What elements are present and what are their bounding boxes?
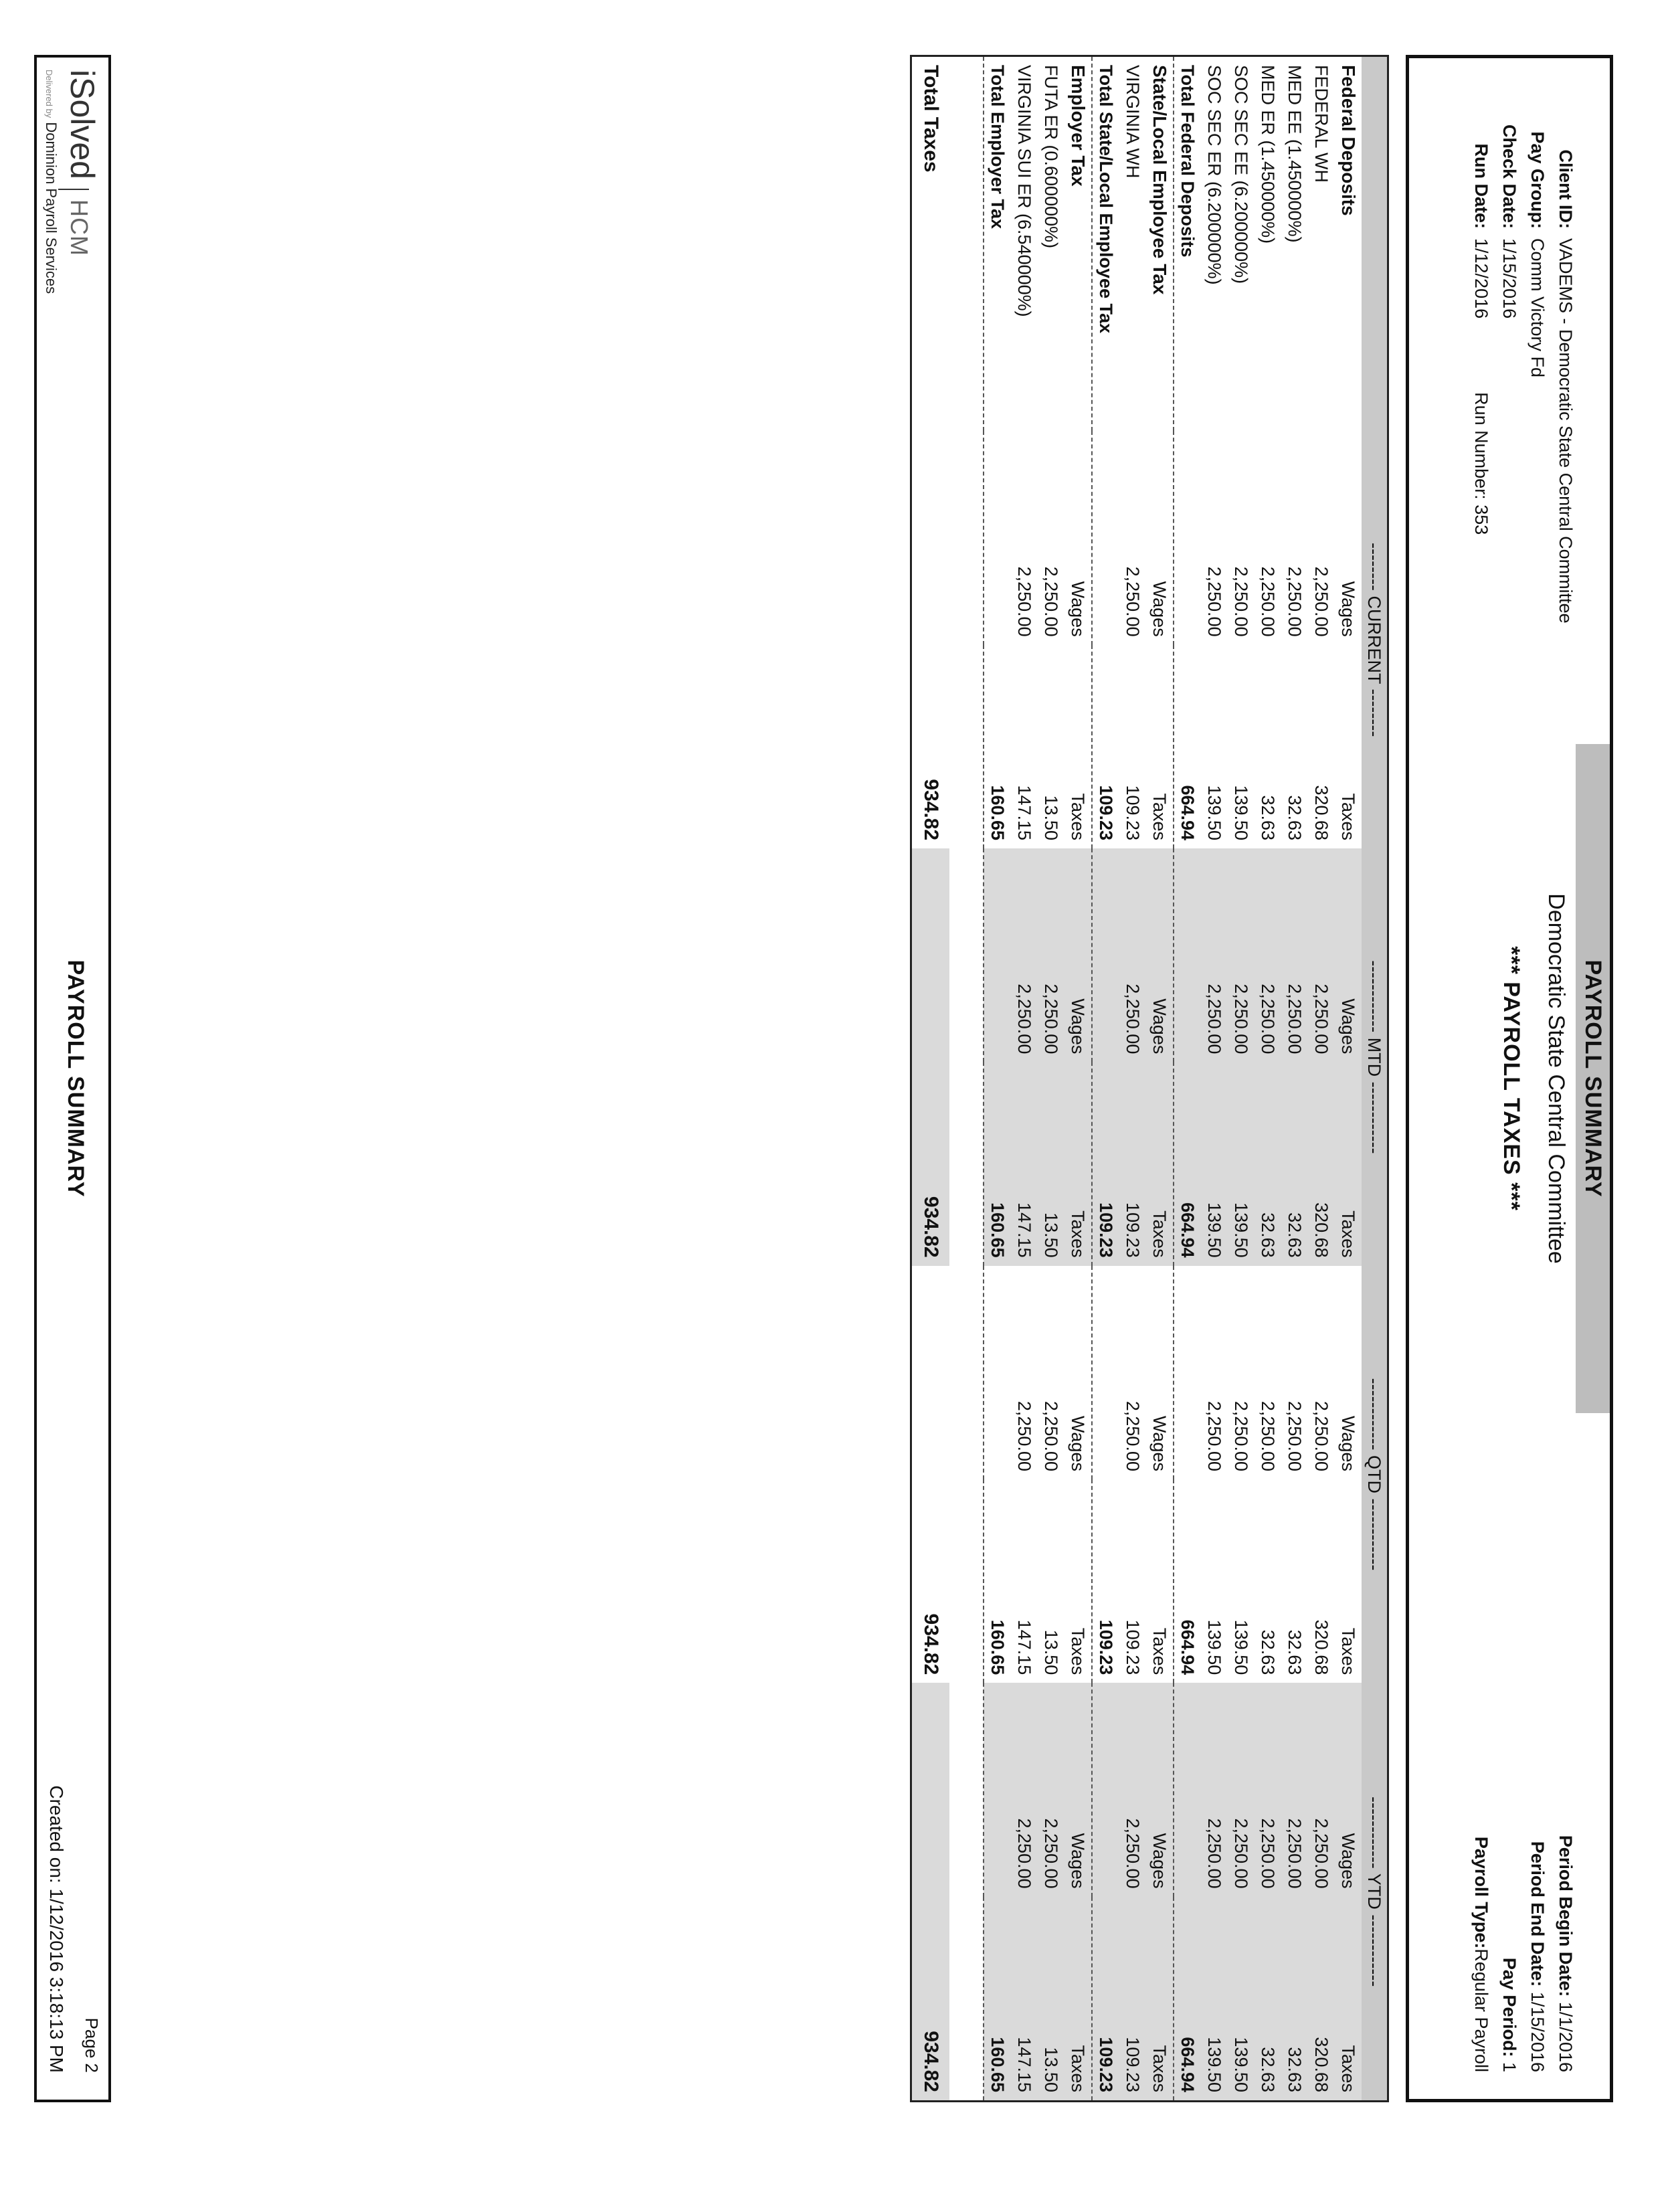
wages-cell	[984, 1683, 1011, 1896]
taxes-cell: 109.23	[1092, 1479, 1119, 1683]
taxes-column-header: Taxes	[1335, 1897, 1362, 2100]
wages-column-header: Wages	[1068, 581, 1089, 637]
taxes-cell: 32.63	[1255, 1897, 1281, 2100]
wages-column-header: Wages	[1335, 848, 1362, 1062]
wages-cell	[912, 848, 949, 1062]
section-title: State/Local Employee Tax	[1149, 65, 1170, 295]
period-group-row	[1362, 57, 1387, 2100]
taxes-column-header: Taxes	[1064, 1897, 1092, 2100]
wages-cell: 2,250.00	[1041, 1400, 1062, 1471]
taxes-cell: 13.50	[1041, 1629, 1062, 1675]
row-label: SOC SEC ER (6.200000%)	[1204, 65, 1225, 285]
client-id-value: VADEMS - Democratic State Central Committee	[1556, 238, 1576, 624]
wages-cell: 2,250.00	[1258, 1400, 1279, 1471]
group-mtd	[1362, 848, 1387, 1266]
wages-cell: 2,250.00	[1285, 566, 1305, 637]
group-qtd	[1362, 1266, 1387, 1683]
wages-cell: 2,250.00	[1281, 848, 1308, 1062]
check-date-label: Check Date:	[1499, 124, 1519, 229]
section-title: Federal Deposits	[1338, 65, 1359, 216]
row-label: Total Taxes	[920, 65, 942, 173]
wages-column-header: Wages	[1338, 581, 1359, 637]
taxes-cell: 109.23	[1123, 785, 1143, 841]
taxes-cell: 934.82	[912, 1062, 949, 1265]
row-label: Total Employer Tax	[984, 57, 1011, 431]
wages-column-header: Wages	[1149, 581, 1170, 637]
taxes-column-header: Taxes	[1064, 1062, 1092, 1265]
taxes-cell: 32.63	[1281, 1897, 1308, 2100]
period-begin-label: Period Begin Date:	[1556, 1835, 1576, 1997]
wages-cell: 2,250.00	[1201, 1683, 1228, 1896]
section-header-row	[1064, 57, 1092, 2100]
wages-cell: 2,250.00	[1311, 1400, 1332, 1471]
row-label: Total Federal Deposits	[1174, 57, 1201, 431]
taxes-cell: 32.63	[1258, 795, 1279, 841]
created-on: Created on: 1/12/2016 3:18:13 PM	[46, 1785, 67, 2073]
row-label: MED ER (1.450000%)	[1258, 65, 1279, 244]
period-end-label: Period End Date:	[1527, 1841, 1548, 1987]
brand-hcm: HCM	[66, 199, 93, 256]
table-row	[1038, 57, 1064, 2100]
table-row	[1255, 57, 1281, 2100]
table-row	[1119, 57, 1146, 2100]
group-current-label: -------- CURRENT --------	[1365, 539, 1385, 741]
wages-cell: 2,250.00	[1281, 1683, 1308, 1896]
run-date-row	[1467, 98, 1495, 624]
taxes-cell: 32.63	[1285, 1629, 1305, 1675]
taxes-cell: 109.23	[1092, 645, 1119, 848]
wages-cell: 2,250.00	[1228, 848, 1255, 1062]
pay-group-label: Pay Group:	[1527, 131, 1548, 229]
taxes-column-header: Taxes	[1146, 1897, 1174, 2100]
table-row	[1011, 57, 1038, 2100]
taxes-column-header: Taxes	[1068, 793, 1089, 841]
wages-cell: 2,250.00	[1011, 848, 1038, 1062]
row-label: SOC SEC EE (6.200000%)	[1231, 65, 1252, 284]
wages-cell	[1092, 431, 1119, 644]
wages-column-header: Wages	[1146, 1683, 1174, 1896]
client-id-label: Client ID:	[1556, 149, 1576, 229]
wages-cell: 2,250.00	[1231, 1400, 1252, 1471]
group-mtd-label: ------------ MTD ------------	[1365, 956, 1385, 1158]
taxes-cell: 13.50	[1038, 1897, 1064, 2100]
taxes-cell: 664.94	[1174, 1897, 1201, 2100]
group-spacer	[1362, 57, 1387, 431]
wages-column-header: Wages	[1064, 848, 1092, 1062]
wages-cell	[912, 1683, 949, 1896]
wages-column-header: Wages	[1338, 1415, 1359, 1471]
row-label: FUTA ER (0.600000%)	[1041, 65, 1062, 249]
check-date-value: 1/15/2016	[1499, 238, 1519, 319]
taxes-cell: 139.50	[1228, 1062, 1255, 1265]
taxes-cell: 147.15	[1014, 785, 1035, 841]
wages-cell: 2,250.00	[1228, 1683, 1255, 1896]
taxes-cell: 32.63	[1255, 1062, 1281, 1265]
section-total-row	[1092, 57, 1119, 2100]
header-right-info	[1467, 1835, 1580, 2072]
brand-name: iSolved	[64, 70, 101, 179]
period-begin-row	[1552, 1835, 1580, 2072]
wages-cell: 2,250.00	[1038, 1683, 1064, 1896]
wages-cell: 2,250.00	[1119, 848, 1146, 1062]
taxes-cell: 664.94	[1174, 645, 1201, 848]
wages-column-header: Wages	[1068, 1415, 1089, 1471]
table-row	[1281, 57, 1308, 2100]
taxes-cell: 147.15	[1011, 1062, 1038, 1265]
wages-cell	[1092, 1266, 1119, 1479]
period-end-value: 1/15/2016	[1527, 1991, 1548, 2072]
taxes-cell: 13.50	[1041, 795, 1062, 841]
taxes-cell: 32.63	[1258, 1629, 1279, 1675]
taxes-cell: 32.63	[1285, 795, 1305, 841]
footer-title: PAYROLL SUMMARY	[63, 959, 88, 1198]
wages-cell	[984, 1266, 1011, 1479]
taxes-cell: 934.82	[920, 779, 942, 841]
taxes-cell: 320.68	[1311, 785, 1332, 841]
taxes-cell: 934.82	[920, 1613, 942, 1675]
taxes-column-header: Taxes	[1146, 1062, 1174, 1265]
period-begin-value: 1/1/2016	[1556, 2001, 1576, 2072]
wages-cell	[984, 848, 1011, 1062]
taxes-cell: 109.23	[1119, 1897, 1146, 2100]
taxes-cell: 139.50	[1231, 785, 1252, 841]
group-qtd-label: ------------ QTD ------------	[1365, 1374, 1385, 1575]
row-label: VIRGINIA WH	[1123, 65, 1143, 179]
wages-cell	[1174, 431, 1201, 644]
run-number: Run Number: 353	[1471, 392, 1491, 535]
company-name: Democratic State Central Committee	[1544, 893, 1569, 1264]
table-row	[1201, 57, 1228, 2100]
delivered-by-name: Dominion Payroll Services	[43, 122, 60, 294]
taxes-cell: 160.65	[984, 645, 1011, 848]
section-header-row	[1335, 57, 1362, 2100]
taxes-column-header: Taxes	[1149, 793, 1170, 841]
row-label: Total State/Local Employee Tax	[1092, 57, 1119, 431]
group-current	[1362, 431, 1387, 848]
pay-period-row	[1495, 1835, 1523, 2072]
taxes-cell: 664.94	[1174, 1479, 1201, 1683]
page-number: Page 2	[82, 2017, 102, 2073]
taxes-column-header: Taxes	[1338, 1627, 1359, 1675]
run-date-value: 1/12/2016	[1471, 238, 1491, 319]
wages-cell: 2,250.00	[1014, 566, 1035, 637]
wages-cell	[1174, 1683, 1201, 1896]
run-date-label: Run Date:	[1471, 143, 1491, 229]
taxes-cell: 109.23	[1123, 1619, 1143, 1675]
section-total-row	[984, 57, 1011, 2100]
wages-cell: 2,250.00	[1038, 848, 1064, 1062]
wages-cell: 2,250.00	[1123, 566, 1143, 637]
report-title: PAYROLL SUMMARY	[1576, 744, 1610, 1413]
wages-cell: 2,250.00	[1285, 1400, 1305, 1471]
wages-cell: 2,250.00	[1119, 1683, 1146, 1896]
taxes-column-header: Taxes	[1338, 793, 1359, 841]
wages-column-header: Wages	[1064, 1683, 1092, 1896]
taxes-cell: 934.82	[912, 1897, 949, 2100]
row-label: MED EE (1.450000%)	[1285, 65, 1305, 243]
delivered-by	[42, 70, 60, 294]
report-header	[1406, 55, 1613, 2102]
taxes-cell: 109.23	[1119, 1062, 1146, 1265]
taxes-cell: 139.50	[1201, 1062, 1228, 1265]
table-spacer-row	[949, 57, 984, 2100]
taxes-cell: 109.23	[1092, 1062, 1119, 1265]
wages-cell	[1174, 1266, 1201, 1479]
pay-group-value: Comm Victory Fd	[1527, 238, 1548, 378]
period-end-row	[1523, 1835, 1552, 2072]
taxes-cell: 139.50	[1201, 1897, 1228, 2100]
pay-period-label: Pay Period:	[1499, 1957, 1519, 2057]
taxes-cell: 160.65	[984, 1062, 1011, 1265]
wages-cell: 2,250.00	[1308, 848, 1335, 1062]
spacer-cell	[949, 57, 984, 2100]
pay-period-value: 1	[1499, 2061, 1519, 2072]
taxes-cell: 139.50	[1228, 1897, 1255, 2100]
wages-cell: 2,250.00	[1204, 566, 1225, 637]
table-row	[1308, 57, 1335, 2100]
table-body	[912, 57, 1387, 2100]
wages-cell: 2,250.00	[1231, 566, 1252, 637]
delivered-by-prefix: Delivered by	[44, 70, 55, 118]
wages-cell: 2,250.00	[1201, 848, 1228, 1062]
taxes-cell: 160.65	[984, 1479, 1011, 1683]
wages-cell	[1092, 848, 1119, 1062]
wages-column-header: Wages	[1335, 1683, 1362, 1896]
wages-cell: 2,250.00	[1258, 566, 1279, 637]
section-heading: *** PAYROLL TAXES ***	[1499, 946, 1524, 1211]
wages-cell: 2,250.00	[1014, 1400, 1035, 1471]
taxes-column-header: Taxes	[1149, 1627, 1170, 1675]
payroll-type-label: Payroll Type:	[1471, 1836, 1491, 1949]
taxes-column-header: Taxes	[1335, 1062, 1362, 1265]
row-label: VIRGINIA SUI ER (6.540000%)	[1014, 65, 1035, 317]
row-label: FEDERAL WH	[1311, 65, 1332, 183]
grand-total-row	[912, 57, 949, 2100]
wages-column-header: Wages	[1146, 848, 1174, 1062]
taxes-cell: 139.50	[1231, 1619, 1252, 1675]
payroll-type-row	[1467, 1835, 1495, 2072]
group-ytd-label: ------------ YTD ------------	[1365, 1792, 1385, 1991]
wages-cell: 2,250.00	[1311, 566, 1332, 637]
header-center	[1498, 58, 1610, 2099]
payroll-type-value: Regular Payroll	[1471, 1948, 1491, 2072]
wages-cell	[1174, 848, 1201, 1062]
report-footer	[34, 55, 111, 2102]
taxes-cell: 139.50	[1204, 1619, 1225, 1675]
wages-cell: 2,250.00	[1041, 566, 1062, 637]
taxes-cell: 32.63	[1281, 1062, 1308, 1265]
payroll-taxes-table	[910, 55, 1389, 2102]
wages-cell	[1092, 1683, 1119, 1896]
section-header-row	[1146, 57, 1174, 2100]
wages-cell	[912, 431, 949, 644]
taxes-cell: 320.68	[1311, 1619, 1332, 1675]
taxes-cell: 139.50	[1204, 785, 1225, 841]
wages-cell	[912, 1266, 949, 1479]
group-ytd	[1362, 1683, 1387, 2100]
wages-cell: 2,250.00	[1308, 1683, 1335, 1896]
section-total-row	[1174, 57, 1201, 2100]
wages-cell: 2,250.00	[1011, 1683, 1038, 1896]
taxes-cell: 13.50	[1038, 1062, 1064, 1265]
wages-cell: 2,250.00	[1255, 1683, 1281, 1896]
section-title: Employer Tax	[1068, 65, 1089, 187]
taxes-cell: 109.23	[1092, 1897, 1119, 2100]
wages-cell: 2,250.00	[1255, 848, 1281, 1062]
wages-cell: 2,250.00	[1204, 1400, 1225, 1471]
taxes-cell: 160.65	[984, 1897, 1011, 2100]
wages-cell: 2,250.00	[1123, 1400, 1143, 1471]
taxes-cell: 664.94	[1174, 1062, 1201, 1265]
taxes-cell: 147.15	[1014, 1619, 1035, 1675]
taxes-cell: 320.68	[1308, 1897, 1335, 2100]
taxes-cell: 147.15	[1011, 1897, 1038, 2100]
table-row	[1228, 57, 1255, 2100]
wages-cell	[984, 431, 1011, 644]
taxes-column-header: Taxes	[1068, 1627, 1089, 1675]
taxes-cell: 320.68	[1308, 1062, 1335, 1265]
wages-column-header: Wages	[1149, 1415, 1170, 1471]
